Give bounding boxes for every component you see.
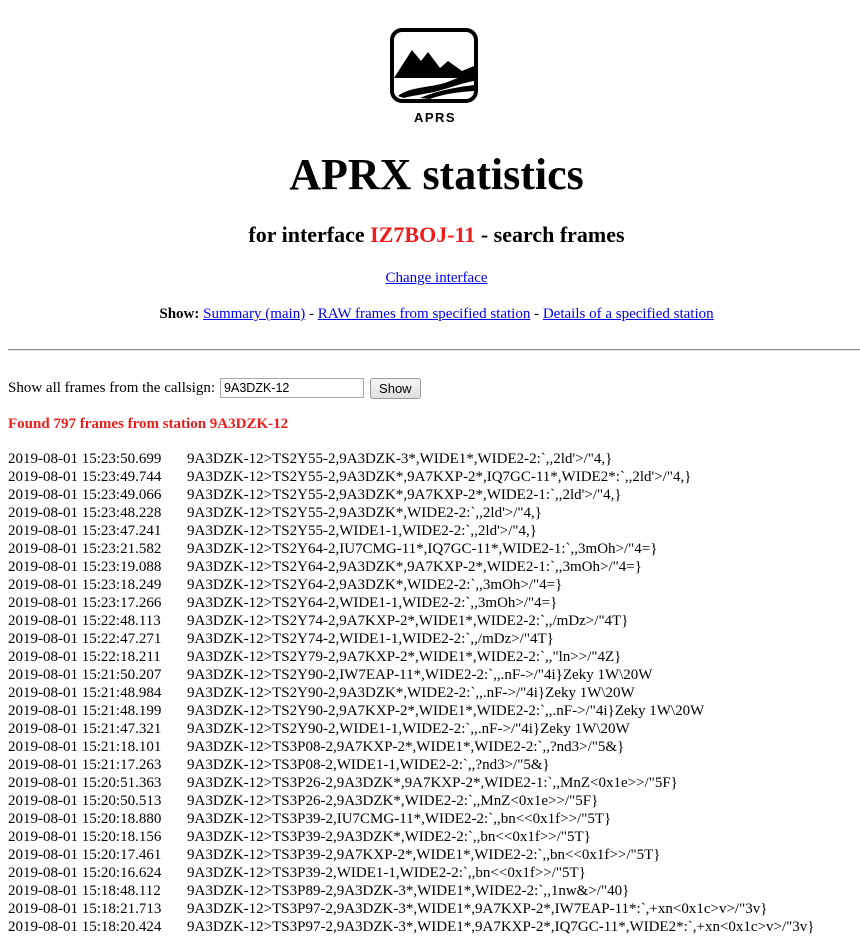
frame-row [8, 666, 815, 684]
frame-timestamp: 2019-08-01 15:23:18.249 [8, 577, 162, 593]
frame-text: 9A3DZK-12>TS3P89-2,9A3DZK-3*,WIDE1*,WIDE2-2:`,,1nw&>/"40} [187, 883, 630, 899]
frame-row [8, 648, 815, 666]
frame-timestamp: 2019-08-01 15:21:48.984 [8, 685, 162, 701]
station-details-link[interactable]: Details of a specified station [542, 306, 714, 322]
nav-separator: - [308, 306, 314, 322]
change-interface-row [0, 268, 860, 288]
frame-text: 9A3DZK-12>TS2Y90-2,IW7EAP-11*,WIDE2-2:`,,.nF->/"4i}Zeky 1W\20W [187, 667, 653, 683]
frame-text: 9A3DZK-12>TS2Y55-2,9A3DZK-3*,WIDE1*,WIDE2-2:`,,2ld'>/"4,} [187, 451, 613, 467]
frame-row [8, 630, 815, 648]
frame-text: 9A3DZK-12>TS3P39-2,9A7KXP-2*,WIDE1*,WIDE2-2:`,,bn<<0x1f>>/"5T} [187, 847, 661, 863]
aprs-logo-text: APRS [413, 110, 457, 125]
frame-timestamp: 2019-08-01 15:20:18.156 [8, 829, 162, 845]
frames-list [8, 450, 815, 936]
frame-row [8, 756, 815, 774]
frame-row [8, 702, 815, 720]
aprs-logo [388, 28, 482, 130]
frame-row [8, 450, 815, 468]
frame-row [8, 900, 815, 918]
subtitle-suffix: - search frames [480, 222, 625, 247]
nav-separator: - [534, 306, 540, 322]
frame-row [8, 918, 815, 936]
frame-row [8, 486, 815, 504]
frame-text: 9A3DZK-12>TS2Y90-2,9A7KXP-2*,WIDE1*,WIDE2-2:`,,.nF->/"4i}Zeky 1W\20W [187, 703, 705, 719]
search-form [8, 377, 421, 399]
frame-timestamp: 2019-08-01 15:18:20.424 [8, 919, 162, 935]
frame-text: 9A3DZK-12>TS3P39-2,WIDE1-1,WIDE2-2:`,,bn<<0x1f>>/"5T} [187, 865, 586, 881]
frame-text: 9A3DZK-12>TS2Y55-2,9A3DZK*,9A7KXP-2*,IQ7GC-11*,WIDE2*:`,,2ld'>/"4,} [187, 469, 692, 485]
frame-text: 9A3DZK-12>TS3P08-2,9A7KXP-2*,WIDE1*,WIDE2-2:`,,?nd3>/"5&} [187, 739, 625, 755]
frame-row [8, 774, 815, 792]
frame-timestamp: 2019-08-01 15:21:48.199 [8, 703, 162, 719]
frame-row [8, 576, 815, 594]
frame-timestamp: 2019-08-01 15:23:17.266 [8, 595, 162, 611]
frame-text: 9A3DZK-12>TS2Y64-2,WIDE1-1,WIDE2-2:`,,3mOh>/"4=} [187, 595, 558, 611]
show-label: Show: [159, 306, 200, 322]
frame-row [8, 828, 815, 846]
frame-text: 9A3DZK-12>TS2Y64-2,9A3DZK*,WIDE2-2:`,,3mOh>/"4=} [187, 577, 563, 593]
frame-timestamp: 2019-08-01 15:21:47.321 [8, 721, 162, 737]
frame-timestamp: 2019-08-01 15:21:18.101 [8, 739, 162, 755]
frame-text: 9A3DZK-12>TS3P97-2,9A3DZK-3*,WIDE1*,9A7KXP-2*,IQ7GC-11*,WIDE2*:`,+xn<0x1c>v>/"3v} [187, 919, 815, 935]
frame-row [8, 720, 815, 738]
summary-link[interactable]: Summary (main) [203, 306, 306, 322]
frame-row [8, 594, 815, 612]
frame-text: 9A3DZK-12>TS2Y55-2,WIDE1-1,WIDE2-2:`,,2ld'>/"4,} [187, 523, 537, 539]
frame-row [8, 864, 815, 882]
frame-text: 9A3DZK-12>TS3P26-2,9A3DZK*,WIDE2-2:`,,MnZ<0x1e>>/"5F} [187, 793, 599, 809]
frame-timestamp: 2019-08-01 15:23:50.699 [8, 451, 162, 467]
frame-row [8, 468, 815, 486]
frame-timestamp: 2019-08-01 15:20:18.880 [8, 811, 162, 827]
frame-text: 9A3DZK-12>TS2Y74-2,9A7KXP-2*,WIDE1*,WIDE2-2:`,,/mDz>/"4T} [187, 613, 629, 629]
found-frames-message: Found 797 frames from station 9A3DZK-12 [8, 416, 289, 432]
frame-text: 9A3DZK-12>TS2Y90-2,9A3DZK*,WIDE2-2:`,,.nF->/"4i}Zeky 1W\20W [187, 685, 635, 701]
frame-timestamp: 2019-08-01 15:20:16.624 [8, 865, 162, 881]
frame-text: 9A3DZK-12>TS3P08-2,WIDE1-1,WIDE2-2:`,,?nd3>/"5&} [187, 757, 550, 773]
interface-name: IZ7BOJ-11 [370, 222, 476, 247]
subtitle-prefix: for interface [248, 222, 365, 247]
frame-timestamp: 2019-08-01 15:22:48.113 [8, 613, 161, 629]
frame-text: 9A3DZK-12>TS3P39-2,9A3DZK*,WIDE2-2:`,,bn<<0x1f>>/"5T} [187, 829, 591, 845]
frame-text: 9A3DZK-12>TS2Y79-2,9A7KXP-2*,WIDE1*,WIDE2-2:`,,"ln>>/"4Z} [187, 649, 622, 665]
frame-row [8, 540, 815, 558]
frame-timestamp: 2019-08-01 15:20:51.363 [8, 775, 162, 791]
frame-row [8, 738, 815, 756]
frame-text: 9A3DZK-12>TS2Y64-2,IU7CMG-11*,IQ7GC-11*,WIDE2-1:`,,3mOh>/"4=} [187, 541, 658, 557]
frame-row [8, 882, 815, 900]
frame-text: 9A3DZK-12>TS2Y74-2,WIDE1-1,WIDE2-2:`,,/mDz>/"4T} [187, 631, 554, 647]
frame-timestamp: 2019-08-01 15:23:19.088 [8, 559, 162, 575]
page-subtitle [0, 220, 860, 250]
frame-timestamp: 2019-08-01 15:23:47.241 [8, 523, 162, 539]
frame-timestamp: 2019-08-01 15:22:47.271 [8, 631, 162, 647]
frame-timestamp: 2019-08-01 15:18:21.713 [8, 901, 162, 917]
frame-timestamp: 2019-08-01 15:23:48.228 [8, 505, 162, 521]
frame-row [8, 504, 815, 522]
frame-text: 9A3DZK-12>TS2Y55-2,9A3DZK*,9A7KXP-2*,WIDE2-1:`,,2ld'>/"4,} [187, 487, 622, 503]
frame-text: 9A3DZK-12>TS2Y64-2,9A3DZK*,9A7KXP-2*,WIDE2-1:`,,3mOh>/"4=} [187, 559, 642, 575]
search-label: Show all frames from the callsign: [8, 380, 216, 396]
frame-timestamp: 2019-08-01 15:23:49.066 [8, 487, 162, 503]
frame-timestamp: 2019-08-01 15:20:50.513 [8, 793, 162, 809]
page-title: APRX statistics [289, 150, 584, 199]
frame-text: 9A3DZK-12>TS2Y55-2,9A3DZK*,WIDE2-2:`,,2ld'>/"4,} [187, 505, 542, 521]
aprs-logo-icon [390, 28, 478, 103]
frame-text: 9A3DZK-12>TS2Y90-2,WIDE1-1,WIDE2-2:`,,.nF->/"4i}Zeky 1W\20W [187, 721, 630, 737]
show-nav [0, 304, 860, 324]
callsign-input[interactable] [220, 378, 364, 398]
frame-timestamp: 2019-08-01 15:18:48.112 [8, 883, 161, 899]
frame-timestamp: 2019-08-01 15:20:17.461 [8, 847, 162, 863]
frame-timestamp: 2019-08-01 15:23:49.744 [8, 469, 162, 485]
frame-row [8, 810, 815, 828]
frame-row [8, 522, 815, 540]
frame-row [8, 558, 815, 576]
frame-timestamp: 2019-08-01 15:21:50.207 [8, 667, 162, 683]
frame-row [8, 684, 815, 702]
frame-timestamp: 2019-08-01 15:22:18.211 [8, 649, 161, 665]
change-interface-link[interactable]: Change interface [385, 270, 488, 286]
frame-row [8, 612, 815, 630]
frame-timestamp: 2019-08-01 15:21:17.263 [8, 757, 162, 773]
frame-text: 9A3DZK-12>TS3P97-2,9A3DZK-3*,WIDE1*,9A7KXP-2*,IW7EAP-11*:`,+xn<0x1c>v>/"3v} [187, 901, 768, 917]
divider [8, 349, 860, 351]
frame-row [8, 792, 815, 810]
frame-text: 9A3DZK-12>TS3P39-2,IU7CMG-11*,WIDE2-2:`,,bn<<0x1f>>/"5T} [187, 811, 612, 827]
frame-row [8, 846, 815, 864]
raw-frames-link[interactable]: RAW frames from specified station [317, 306, 531, 322]
frame-text: 9A3DZK-12>TS3P26-2,9A3DZK*,9A7KXP-2*,WIDE2-1:`,,MnZ<0x1e>>/"5F} [187, 775, 678, 791]
frame-timestamp: 2019-08-01 15:23:21.582 [8, 541, 162, 557]
show-button[interactable]: Show [370, 378, 421, 399]
